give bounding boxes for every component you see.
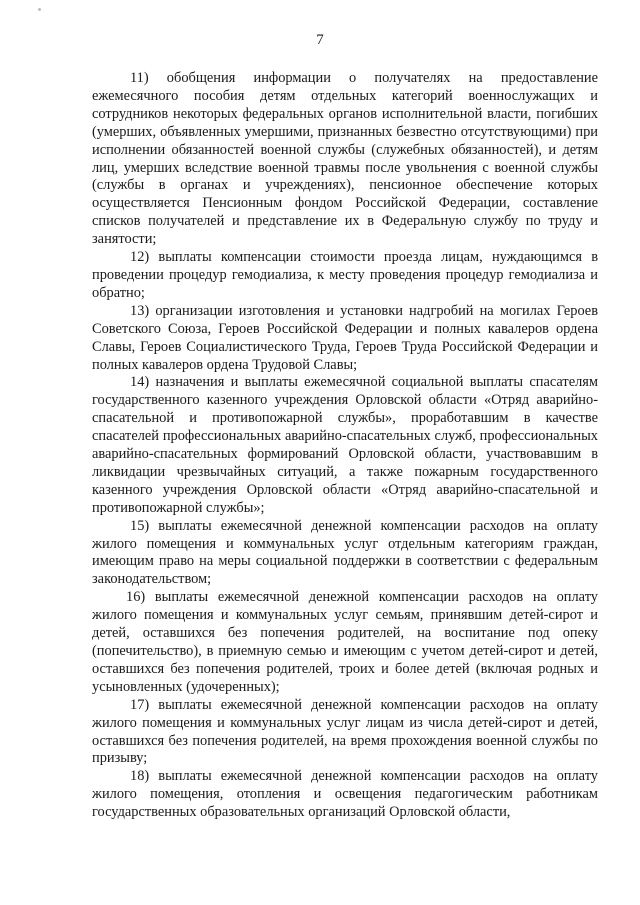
paragraph-17: 17) выплаты ежемесячной денежной компенсации расходов на оплату жилого помещения и коммунальных услуг лицам из числа детей-сирот и детей, оставшихся без попечения родителей, на время прохождения военной службы по призыву; <box>92 696 598 767</box>
paragraph-16: 16) выплаты ежемесячной денежной компенсации расходов на оплату жилого помещения и коммунальных услуг семьям, принявшим детей-сирот и детей, оставшихся без попечения родителей, на воспитание под опеку (попечительство), в приемную семью и имеющим с учетом детей-сирот и детей, оставшихся без попечения родителей, троих и более детей (включая родных и усыновленных (удочеренных); <box>92 589 598 695</box>
scan-speck <box>38 8 41 11</box>
paragraph-13: 13) организации изготовления и установки надгробий на могилах Героев Советского Союза, Героев Российской Федерации и полных кавалеров ордена Славы, Героев Социалистического Труда, Героев Труда Российской Федерации и полных кавалеров ордена Трудовой Славы; <box>92 302 598 373</box>
paragraph-18-wrapper <box>92 768 598 820</box>
paragraph-12: 12) выплаты компенсации стоимости проезда лицам, нуждающимся в проведении процедур гемодиализа, к месту проведения процедур гемодиализа и обратно; <box>92 249 598 301</box>
paragraph-14: 14) назначения и выплаты ежемесячной социальной выплаты спасателям государственного казенного учреждения Орловской области «Отряд аварийно-спасательной и противопожарной службы», проработавшим в качестве спасателей профессиональных аварийно-спасательных служб, профессиональных аварийно-спасательных формирований Орловской области, участвовавшим в ликвидации чрезвычайных ситуаций, а также пожарным государственного казенного учреждения Орловской области «Отряд аварийно-спасательной и противопожарной службы»; <box>92 374 598 516</box>
paragraph-18: 18) выплаты ежемесячной денежной компенсации расходов на оплату жилого помещения, отопления и освещения педагогическим работникам государственных образовательных организаций Орловской области, <box>92 768 598 821</box>
page-number: 7 <box>316 32 324 48</box>
paragraph-11: 11) обобщения информации о получателях на предоставление ежемесячного пособия детям отдельных категорий военнослужащих и сотрудников некоторых федеральных органов исполнительной власти, погибших (умерших, объявленных умершими, признанных безвестно отсутствующими) при исполнении обязанностей военной службы (служебных обязанностей), и детям лиц, умерших вследствие военной травмы после увольнения с военной службы (службы в органах и учреждениях), пенсионное обеспечение которых осуществляется Пенсионным фондом Российской Федерации, составление списков получателей и представление их в Федеральную службу по труду и занятости; <box>92 70 598 248</box>
paragraph-15: 15) выплаты ежемесячной денежной компенсации расходов на оплату жилого помещения и коммунальных услуг отдельным категориям граждан, имеющим право на меры социальной поддержки в соответствии с федеральным законодательством; <box>92 517 598 588</box>
document-body <box>92 70 598 820</box>
